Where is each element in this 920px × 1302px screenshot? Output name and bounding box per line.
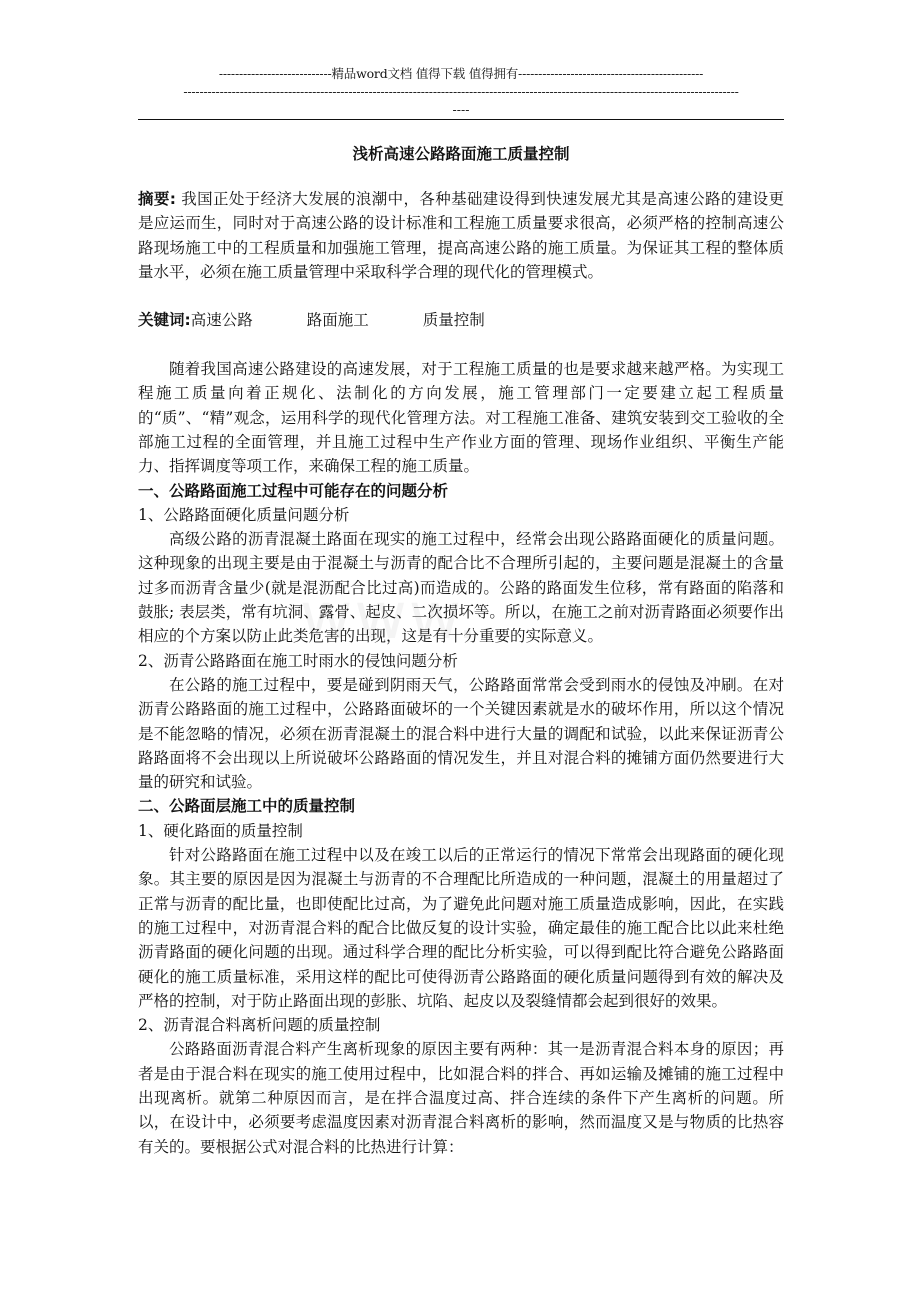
abstract-paragraph	[138, 187, 784, 284]
subsection-heading: 2、沥青混合料离析问题的质量控制	[138, 1016, 381, 1035]
body-paragraph: 高级公路的沥青混凝土路面在现实的施工过程中，经常会出现公路路面硬化的质量问题。这种现象的出现主要是由于混凝土与沥青的配合比不合理所引起的，主要问题是混凝土的含量过多而沥青含量少(就是混沥配合比过高)而造成的。公路的路面发生位移，常有路面的陷落和鼓胀; 表层类，常有坑洞、露骨、起皮、二次损坏等。所以，在施工之前对沥青路面必须要作出相应的个方案以防止此类危害的出现，这是有十分重要的实际意义。	[138, 530, 784, 646]
document-body	[138, 187, 784, 1159]
intro-paragraph: 随着我国高速公路建设的高速发展，对于工程施工质量的也是要求越来越严格。为实现工程施工质量向着正规化、法制化的方向发展，施工管理部门一定要建立起工程质量的“质”、“精”观念，运用科学的现代化管理方法。对工程施工准备、建筑安装到交工验收的全部施工过程的全面管理，并且施工过程中生产作业方面的管理、现场作业组织、平衡生产能力、指挥调度等项工作，来确保工程的施工质量。	[138, 360, 784, 476]
keywords-line	[138, 308, 784, 332]
keyword-item: 高速公路	[190, 311, 253, 330]
abstract-label: 摘要:	[138, 190, 176, 208]
keyword-item: 质量控制	[422, 311, 485, 330]
abstract-text: 我国正处于经济大发展的浪潮中，各种基础建设得到快速发展尤其是高速公路的建设更是应运而生，同时对于高速公路的设计标准和工程施工质量要求很高，必须严格的控制高速公路现场施工中的工程质量和加强施工管理，提高高速公路的施工质量。为保证其工程的整体质量水平，必须在施工质量管理中采取科学合理的现代化的管理模式。	[138, 190, 784, 281]
header-banner: ----------------------------精品word文档 值得下载 值得拥有----------------------------------------------	[218, 66, 704, 81]
body-paragraph: 在公路的施工过程中，要是碰到阴雨天气，公路路面常常会受到雨水的侵蚀及冲刷。在对沥青公路路面的施工过程中，公路路面破坏的一个关键因素就是水的破坏作用，所以这个情况是不能忽略的情况，必须在沥青混凝土的混合料中进行大量的调配和试验，以此来保证沥青公路路面将不会出现以上所说破坏公路路面的情况发生，并且对混合料的摊铺方面仍然要进行大量的研究和试验。	[138, 675, 784, 792]
header-dash-line: ------------------------------------------------------------------------------------------------------------------------------------------	[183, 84, 739, 99]
body-paragraph: 针对公路路面在施工过程中以及在竣工以后的正常运行的情况下常常会出现路面的硬化现象。其主要的原因是因为混凝土与沥青的不合理配比所造成的一种问题，混凝土的用量超过了正常与沥青的配比量，也即使配比过高，为了避免此问题对施工质量造成影响，因此，在实践的施工过程中，对沥青混合料的配合比做反复的设计实验，确定最佳的施工配合比以此来杜绝沥青路面的硬化问题的出现。通过科学合理的配比分析实验，可以得到配比符合避免公路路面硬化的施工质量标准，采用这样的配比可使得沥青公路路面的硬化质量问题得到有效的解决及严格的控制，对于防止路面出现的彭胀、坑陷、起皮以及裂缝情都会起到很好的效果。	[138, 846, 784, 1010]
keywords-label: 关键词:	[138, 311, 191, 330]
document-title: 浅析高速公路路面施工质量控制	[352, 145, 570, 163]
keyword-item: 路面施工	[306, 311, 369, 330]
subsection-heading: 2、沥青公路路面在施工时雨水的侵蚀问题分析	[138, 651, 458, 670]
subsection-heading: 1、公路路面硬化质量问题分析	[138, 505, 350, 524]
body-paragraph: 公路路面沥青混合料产生离析现象的原因主要有两种：其一是沥青混合料本身的原因；再者是由于混合料在现实的施工使用过程中，比如混合料的拌合、再如运输及摊铺的施工过程中出现离析。就第二种原因而言，是在拌合温度过高、拌合连续的条件下产生离析的问题。所以，在设计中，必须要考虑温度因素对沥青混合料离析的影响，然而温度又是与物质的比热容有关的。要根据公式对混合料的比热进行计算：	[138, 1040, 784, 1156]
subsection-heading: 1、硬化路面的质量控制	[138, 821, 303, 840]
header-rule	[138, 119, 784, 120]
section-heading: 一、公路路面施工过程中可能存在的问题分析	[138, 481, 449, 500]
header-dash-tail: ----	[452, 102, 470, 117]
section-heading: 二、公路面层施工中的质量控制	[138, 797, 356, 816]
